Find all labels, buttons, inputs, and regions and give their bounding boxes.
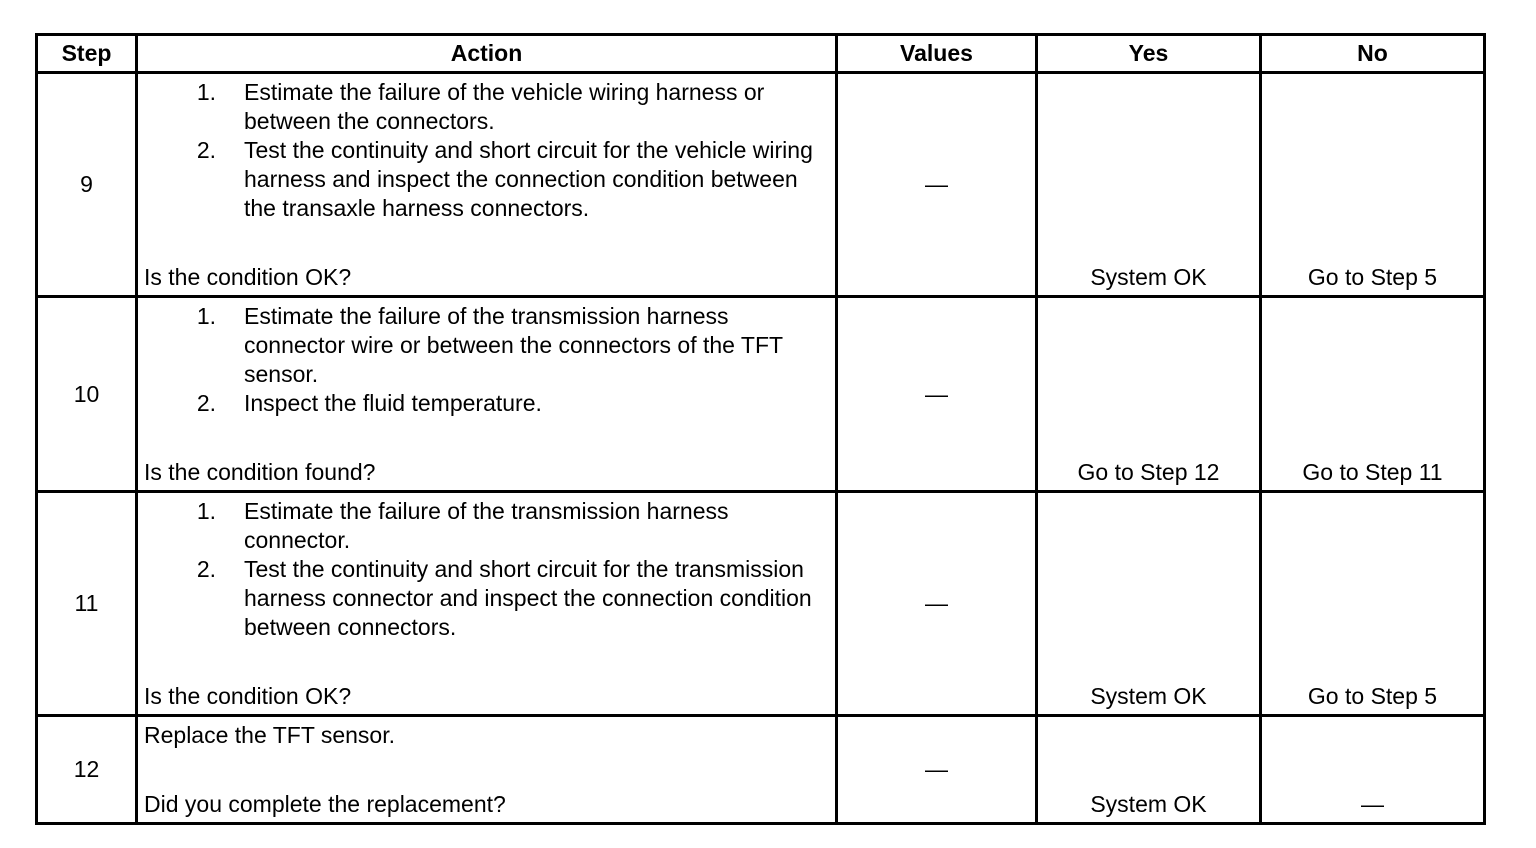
list-item [138,302,835,389]
action-text: Replace the TFT sensor. [144,722,396,748]
yes-cell [1037,492,1261,716]
yes-cell [1037,297,1261,492]
item-number: 1. [196,498,216,524]
item-text: Estimate the failure of the transmission harness connector. [244,498,729,553]
table-row [37,492,1485,716]
yes-answer: Go to Step 12 [1077,459,1220,485]
list-item [138,136,835,223]
header-yes: Yes [1037,35,1261,73]
values-cell: — [837,716,1037,824]
step-number: 9 [37,73,137,297]
action-cell [137,716,837,824]
no-cell [1261,297,1485,492]
table-row [37,716,1485,824]
list-item [138,78,835,136]
values-cell: — [837,492,1037,716]
no-answer: — [1361,791,1384,817]
yes-cell [1037,716,1261,824]
no-cell [1261,73,1485,297]
no-answer: Go to Step 11 [1302,459,1443,485]
action-question: Did you complete the replacement? [144,791,506,817]
header-step: Step [37,35,137,73]
values-cell: — [837,73,1037,297]
action-question: Is the condition OK? [144,264,352,290]
yes-answer: System OK [1090,683,1207,709]
step-number: 10 [37,297,137,492]
action-list [138,74,835,223]
no-cell [1261,716,1485,824]
action-list [138,298,835,418]
no-cell [1261,492,1485,716]
item-text: Test the continuity and short circuit for the transmission harness connector and inspect the connection condition between connectors. [244,556,812,640]
item-number: 2. [196,390,216,416]
header-no: No [1261,35,1485,73]
yes-answer: System OK [1090,791,1207,817]
action-list [138,493,835,642]
action-cell [137,297,837,492]
yes-answer: System OK [1090,264,1207,290]
list-item [138,389,835,418]
item-text: Estimate the failure of the transmission harness connector wire or between the connectors of the TFT sensor. [244,303,783,387]
diagnostic-table [35,33,1486,825]
no-answer: Go to Step 5 [1307,683,1438,709]
item-number: 2. [196,556,216,582]
item-number: 1. [196,303,216,329]
action-cell [137,73,837,297]
header-action: Action [137,35,837,73]
list-item [138,555,835,642]
header-values: Values [837,35,1037,73]
yes-cell [1037,73,1261,297]
item-number: 1. [196,79,216,105]
item-text: Inspect the fluid temperature. [244,390,542,416]
item-text: Test the continuity and short circuit for the vehicle wiring harness and inspect the connection condition between the transaxle harness connectors. [244,137,813,221]
no-answer: Go to Step 5 [1307,264,1438,290]
step-number: 11 [37,492,137,716]
action-cell [137,492,837,716]
table-row [37,297,1485,492]
values-cell: — [837,297,1037,492]
action-question: Is the condition OK? [144,683,352,709]
table-header-row [37,35,1485,73]
list-item [138,497,835,555]
item-text: Estimate the failure of the vehicle wiring harness or between the connectors. [244,79,765,134]
step-number: 12 [37,716,137,824]
item-number: 2. [196,137,216,163]
table-row [37,73,1485,297]
action-question: Is the condition found? [144,459,376,485]
